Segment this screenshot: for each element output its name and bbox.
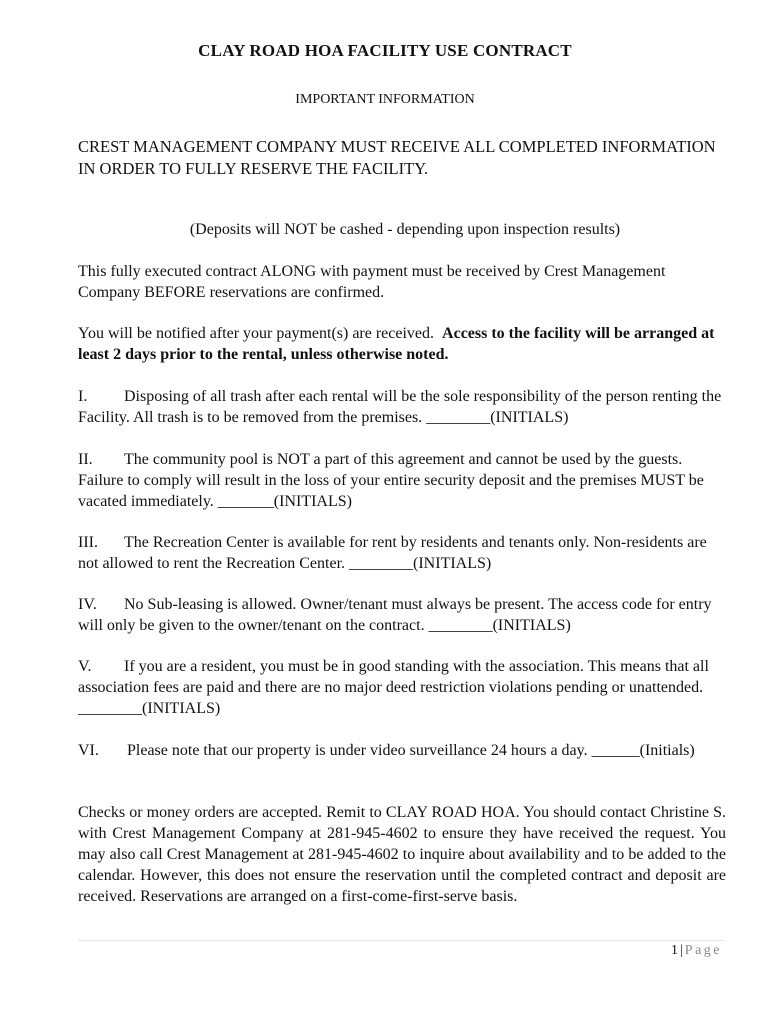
notification-text: You will be notified after your payment(s) are received.	[78, 325, 435, 342]
item-text: Disposing of all trash after each rental will be the sole responsibility of the person renting the Facility. All trash is to be removed from the premises. ________(INITIALS)	[78, 388, 722, 426]
contract-payment-paragraph: This fully executed contract ALONG with payment must be received by Crest Management Company BEFORE reservations are confirmed.	[78, 263, 666, 301]
notice-paragraph: CREST MANAGEMENT COMPANY MUST RECEIVE ALL COMPLETED INFORMATION IN ORDER TO FULLY RESERVE THE FACILITY.	[78, 137, 716, 178]
list-item	[78, 656, 728, 719]
item-number: I.	[78, 388, 88, 405]
document-subtitle: IMPORTANT INFORMATION	[295, 92, 475, 107]
list-item	[78, 594, 728, 636]
document-title: CLAY ROAD HOA FACILITY USE CONTRACT	[198, 41, 572, 60]
list-item	[78, 740, 728, 761]
notification-bold-text: Access to the facility will be arranged at least 2 days prior to the rental, unless otherwise noted.	[78, 325, 715, 363]
item-number: III.	[78, 534, 98, 551]
notification-paragraph	[78, 323, 728, 365]
page-label: Page	[684, 943, 722, 958]
list-item	[78, 532, 728, 574]
item-number: V.	[78, 658, 92, 675]
list-item	[78, 449, 728, 512]
footer-separator: |	[679, 943, 683, 958]
item-text: The community pool is NOT a part of this agreement and cannot be used by the guests. Failure to comply will result in the loss of your entire security deposit and the premises MUST be vacated immediately. _______(INITIALS)	[78, 451, 704, 510]
item-number: VI.	[78, 742, 99, 759]
payment-info-paragraph: Checks or money orders are accepted. Remit to CLAY ROAD HOA. You should contact Christine S. with Crest Management Company at 281-945-4602 to ensure they have received the request. You may also call Crest Management at 281-945-4602 to inquire about availability and to be added to the calendar. However, this does not ensure the reservation until the completed contract and deposit are received. Reservations are arranged on a first-come-first-serve basis.	[78, 804, 726, 905]
item-text: No Sub-leasing is allowed. Owner/tenant must always be present. The access code for entry will only be given to the owner/tenant on the contract. ________(INITIALS)	[78, 596, 712, 634]
page-footer	[671, 943, 722, 959]
list-item	[78, 386, 728, 428]
item-text: Please note that our property is under video surveillance 24 hours a day. ______(Initials)	[127, 742, 695, 759]
deposit-note: (Deposits will NOT be cashed - depending upon inspection results)	[189, 221, 621, 238]
item-number: II.	[78, 451, 93, 468]
item-text: The Recreation Center is available for rent by residents and tenants only. Non-residents are not allowed to rent the Recreation Center. ________(INITIALS)	[78, 534, 707, 572]
item-number: IV.	[78, 596, 97, 613]
page-number: 1	[670, 943, 678, 958]
footer-divider	[78, 940, 724, 941]
item-text: If you are a resident, you must be in good standing with the association. This means that all association fees are paid and there are no major deed restriction violations pending or unattended. ________(INITIALS)	[78, 658, 709, 717]
